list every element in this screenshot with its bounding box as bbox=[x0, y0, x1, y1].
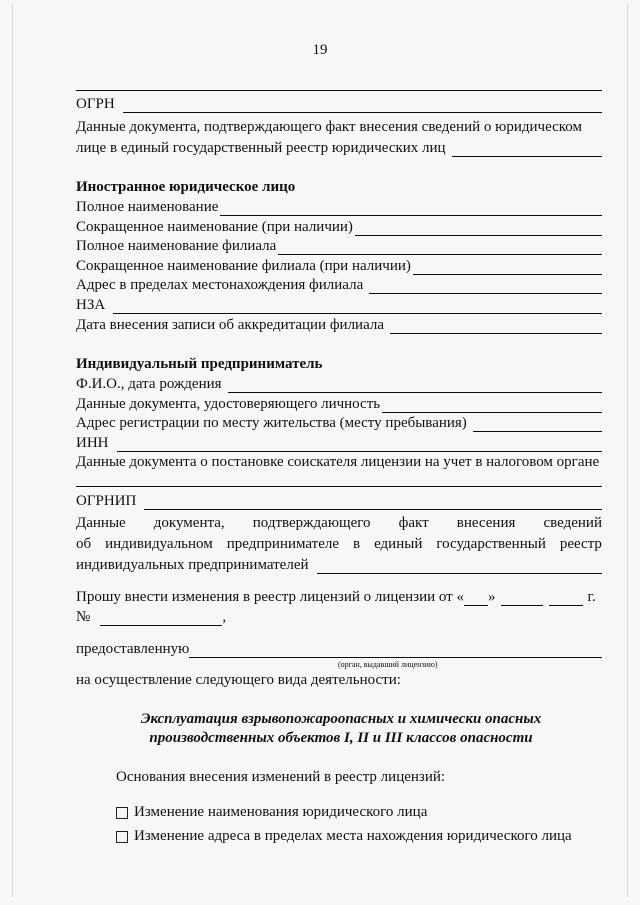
registration-row bbox=[76, 414, 602, 432]
ogrn-field[interactable] bbox=[123, 98, 602, 113]
egrip-line3-label: индивидуальных предпринимателей bbox=[76, 557, 309, 573]
checkbox[interactable] bbox=[116, 831, 128, 843]
ground-option-label: Изменение адреса в пределах места нахождения юридического лица bbox=[134, 828, 572, 844]
branch-short-field[interactable] bbox=[413, 260, 602, 275]
egrip-word: подтверждающего bbox=[252, 515, 371, 531]
inn-row bbox=[76, 434, 602, 452]
legal-doc-line1: Данные документа, подтверждающего факт внесения сведений о юридическом bbox=[76, 119, 583, 135]
fio-field[interactable] bbox=[228, 378, 602, 393]
legal-doc-line2: лице в единый государственный реестр юридических лиц bbox=[76, 140, 446, 156]
ogrnip-row bbox=[76, 492, 602, 510]
identity-doc-field[interactable] bbox=[382, 398, 602, 413]
number-sign: № bbox=[76, 609, 91, 625]
legal-doc-row bbox=[76, 139, 602, 157]
identity-doc-label: Данные документа, удостоверяющего личность bbox=[76, 396, 381, 412]
foreign-full-name-label: Полное наименование bbox=[76, 199, 219, 215]
egrip-word: об bbox=[76, 536, 92, 552]
ground-option-label: Изменение наименования юридического лица bbox=[134, 804, 428, 820]
activity-intro: на осуществление следующего вида деятельности: bbox=[76, 672, 401, 688]
branch-full-label: Полное наименование филиала bbox=[76, 238, 277, 254]
accreditation-row bbox=[76, 316, 602, 334]
foreign-short-name-field[interactable] bbox=[355, 221, 602, 236]
egrip-word: единый bbox=[374, 536, 423, 552]
activity-line2: производственных объектов I, II и III классов опасности bbox=[149, 730, 533, 746]
accreditation-label: Дата внесения записи об аккредитации филиала bbox=[76, 317, 385, 333]
nza-field[interactable] bbox=[113, 299, 602, 314]
ogrnip-field[interactable] bbox=[144, 495, 602, 510]
grounds-heading: Основания внесения изменений в реестр лицензий: bbox=[116, 769, 446, 785]
provided-field[interactable] bbox=[189, 643, 602, 658]
ogrnip-label: ОГРНИП bbox=[76, 493, 137, 509]
foreign-full-name-field[interactable] bbox=[220, 201, 602, 216]
request-day-field[interactable] bbox=[464, 591, 488, 606]
branch-address-field[interactable] bbox=[369, 279, 602, 294]
ogrn-label: ОГРН bbox=[76, 96, 115, 112]
activity-line1: Эксплуатация взрывопожароопасных и химически опасных bbox=[140, 711, 542, 727]
egrip-word: в bbox=[353, 536, 361, 552]
egrip-line1 bbox=[76, 514, 602, 532]
foreign-heading: Иностранное юридическое лицо bbox=[76, 179, 296, 195]
individual-heading: Индивидуальный предприниматель bbox=[76, 356, 323, 372]
egrip-word: государственный bbox=[436, 536, 546, 552]
request-year-field[interactable] bbox=[549, 591, 583, 606]
foreign-full-name-row bbox=[76, 198, 602, 216]
request-text: Прошу внести изменения в реестр лицензий о лицензии от « bbox=[76, 589, 464, 605]
egrip-word: индивидуальном bbox=[105, 536, 213, 552]
nza-row bbox=[76, 296, 602, 314]
inn-label: ИНН bbox=[76, 435, 109, 451]
foreign-short-name-label: Сокращенное наименование (при наличии) bbox=[76, 219, 353, 235]
top-rule bbox=[76, 90, 602, 91]
egrip-word: реестр bbox=[559, 536, 602, 552]
registration-field[interactable] bbox=[473, 417, 602, 432]
branch-full-field[interactable] bbox=[278, 240, 602, 255]
request-year-suffix: г. bbox=[587, 589, 596, 605]
request-quote-close: » bbox=[487, 589, 496, 605]
request-row bbox=[76, 588, 602, 606]
branch-address-row bbox=[76, 276, 602, 294]
egrip-word: документа, bbox=[153, 515, 225, 531]
branch-full-row bbox=[76, 237, 602, 255]
nza-label: НЗА bbox=[76, 297, 106, 313]
egrip-word: внесения bbox=[456, 515, 516, 531]
identity-doc-row bbox=[76, 395, 602, 413]
number-row bbox=[76, 608, 276, 626]
egrip-word: факт bbox=[398, 515, 429, 531]
egrip-line3-row bbox=[76, 556, 602, 574]
license-number-field[interactable] bbox=[100, 611, 222, 626]
number-comma: , bbox=[222, 609, 227, 625]
ground-option-address[interactable] bbox=[116, 828, 572, 845]
egrip-word: сведений bbox=[543, 515, 602, 531]
provided-caption: (орган, выдавший лицензию) bbox=[338, 660, 438, 669]
accreditation-field[interactable] bbox=[390, 319, 602, 334]
foreign-short-name-row bbox=[76, 218, 602, 236]
egrip-field[interactable] bbox=[317, 559, 603, 574]
tax-doc-label: Данные документа о постановке соискателя лицензии на учет в налоговом органе bbox=[76, 454, 600, 470]
ground-option-name[interactable] bbox=[116, 804, 427, 821]
tax-doc-field[interactable] bbox=[76, 486, 602, 487]
egrip-word: предпринимателе bbox=[226, 536, 339, 552]
egrip-line2 bbox=[76, 535, 602, 553]
registration-label: Адрес регистрации по месту жительства (месту пребывания) bbox=[76, 415, 467, 431]
provided-label: предоставленную bbox=[76, 641, 190, 657]
branch-short-label: Сокращенное наименование филиала (при наличии) bbox=[76, 258, 411, 274]
fio-row bbox=[76, 375, 602, 393]
branch-short-row bbox=[76, 257, 602, 275]
fio-label: Ф.И.О., дата рождения bbox=[76, 376, 222, 392]
egrip-word: Данные bbox=[76, 515, 126, 531]
ogrn-row bbox=[76, 95, 602, 113]
branch-address-label: Адрес в пределах местонахождения филиала bbox=[76, 277, 364, 293]
legal-doc-field[interactable] bbox=[452, 142, 602, 157]
inn-field[interactable] bbox=[117, 437, 603, 452]
page-number: 19 bbox=[312, 42, 328, 58]
request-month-field[interactable] bbox=[501, 591, 543, 606]
checkbox[interactable] bbox=[116, 807, 128, 819]
provided-row bbox=[76, 640, 602, 658]
